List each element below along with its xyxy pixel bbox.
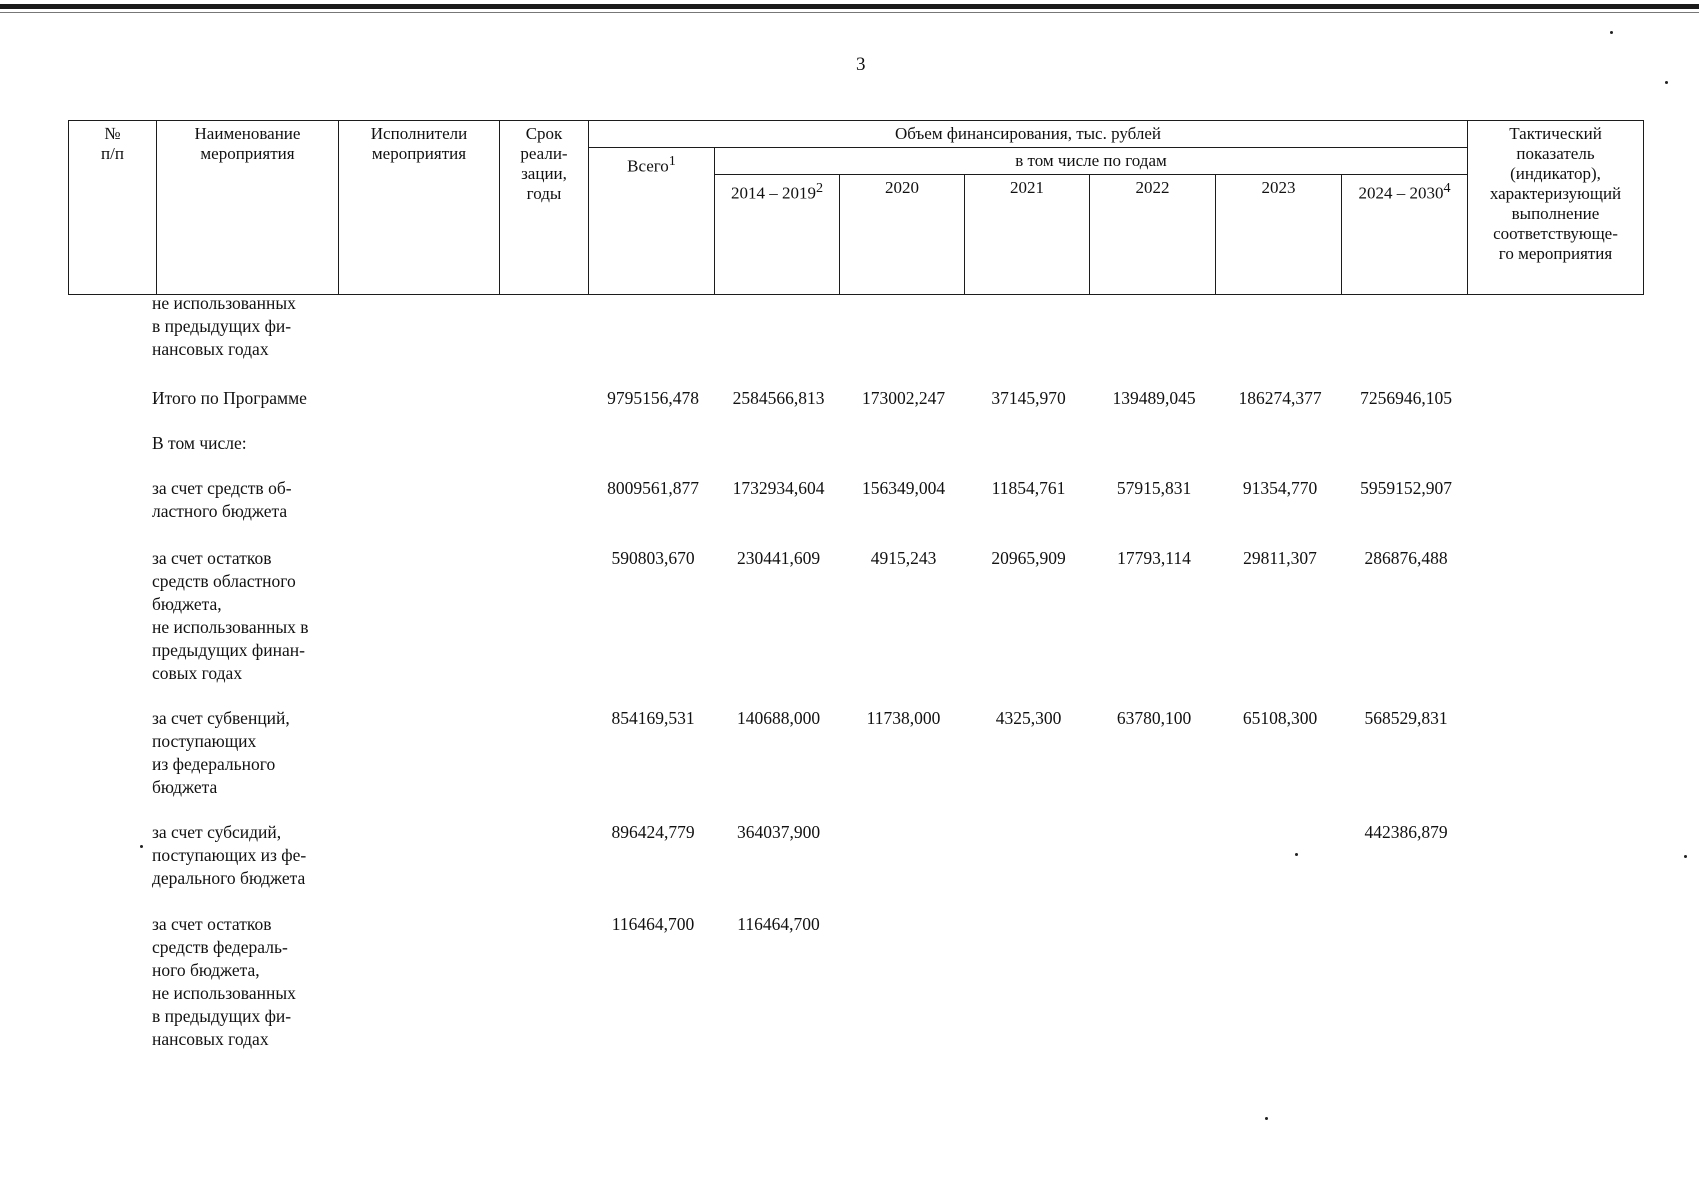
table-row bbox=[150, 547, 1469, 707]
row-name: за счет средств об- ластного бюджета bbox=[152, 478, 292, 521]
header-year: 2021 bbox=[965, 175, 1090, 295]
footnote-mark: 4 bbox=[1443, 180, 1451, 196]
cell-2022: 139489,045 bbox=[1112, 388, 1196, 408]
scan-speck bbox=[1610, 31, 1613, 34]
cell-2021: 4325,300 bbox=[995, 708, 1062, 728]
cell-2022 bbox=[1091, 432, 1217, 477]
cell-total: 8009561,877 bbox=[607, 478, 699, 498]
cell-2020: 173002,247 bbox=[861, 388, 946, 408]
cell-2020: 156349,004 bbox=[861, 478, 946, 498]
header-year: 2024 – 2030$^4$ bbox=[1342, 175, 1468, 295]
cell-2014-2019 bbox=[716, 432, 841, 477]
cell-2023: 91354,770 bbox=[1242, 478, 1318, 498]
footnote-mark: 1 bbox=[668, 153, 676, 169]
cell-2014-2019 bbox=[716, 292, 841, 387]
cell-2022 bbox=[1091, 821, 1217, 913]
cell-2020 bbox=[841, 913, 966, 1063]
table-row bbox=[150, 477, 1469, 547]
cell-2023 bbox=[1217, 821, 1343, 913]
cell-2021: 20965,909 bbox=[991, 548, 1066, 568]
header-col-name: Наименование мероприятия bbox=[157, 121, 339, 295]
header-year: 2020 bbox=[840, 175, 965, 295]
row-name: не использованных в предыдущих фи- нансовых годах bbox=[152, 293, 296, 359]
header-col-executors: Исполнители мероприятия bbox=[339, 121, 500, 295]
cell-2023: 65108,300 bbox=[1242, 708, 1318, 728]
table-row bbox=[150, 292, 1469, 387]
cell-total: 116464,700 bbox=[611, 914, 695, 934]
cell-total: 896424,779 bbox=[611, 822, 695, 842]
cell-2022: 57915,831 bbox=[1116, 478, 1192, 498]
row-name: за счет субсидий, поступающих из фе- дерального бюджета bbox=[152, 822, 307, 888]
cell-2024-2030: 286876,488 bbox=[1364, 548, 1448, 568]
table-row bbox=[150, 707, 1469, 821]
scan-speck bbox=[1665, 81, 1668, 84]
table-body bbox=[150, 292, 1469, 1063]
table-row bbox=[150, 432, 1469, 477]
cell-2014-2019: 1732934,604 bbox=[732, 478, 825, 498]
cell-2021 bbox=[966, 913, 1091, 1063]
cell-2014-2019: 230441,609 bbox=[736, 548, 821, 568]
table-row bbox=[150, 913, 1469, 1063]
cell-total bbox=[590, 292, 716, 387]
cell-2014-2019: 140688,000 bbox=[736, 708, 821, 728]
scan-speck bbox=[1684, 855, 1687, 858]
cell-2021 bbox=[966, 821, 1091, 913]
cell-2014-2019: 2584566,813 bbox=[732, 388, 825, 408]
cell-2022 bbox=[1091, 913, 1217, 1063]
cell-2020 bbox=[841, 292, 966, 387]
cell-2024-2030 bbox=[1343, 432, 1469, 477]
table-row bbox=[150, 821, 1469, 913]
cell-2024-2030 bbox=[1343, 292, 1469, 387]
scan-speck bbox=[140, 845, 143, 848]
scan-border-thin bbox=[0, 12, 1699, 13]
row-name: за счет остатков средств федераль- ного бюджета, не использованных в предыдущих фи- нансовых годах bbox=[152, 914, 296, 1049]
cell-2021: 11854,761 bbox=[991, 478, 1066, 498]
header-funding-title: Объем финансирования, тыс. рублей bbox=[589, 121, 1468, 148]
header-col-term: Срок реали- зации, годы bbox=[500, 121, 589, 295]
row-name: В том числе: bbox=[152, 433, 247, 453]
cell-2023: 186274,377 bbox=[1238, 388, 1322, 408]
header-col-total: Всего$^1$ bbox=[589, 148, 715, 295]
row-name: за счет остатков средств областного бюджета, не использованных в предыдущих финан- совых годах bbox=[152, 548, 309, 683]
table-header bbox=[68, 120, 1644, 295]
cell-2020: 11738,000 bbox=[866, 708, 941, 728]
header-year: 2023 bbox=[1216, 175, 1342, 295]
header-by-years: в том числе по годам bbox=[715, 148, 1468, 175]
cell-2014-2019: 116464,700 bbox=[737, 914, 820, 934]
cell-2022: 63780,100 bbox=[1116, 708, 1192, 728]
header-col-number: № п/п bbox=[69, 121, 157, 295]
cell-2023 bbox=[1217, 292, 1343, 387]
cell-2023 bbox=[1217, 913, 1343, 1063]
header-year: 2014 – 2019$^2$ bbox=[715, 175, 840, 295]
cell-2014-2019: 364037,900 bbox=[736, 822, 821, 842]
cell-2022 bbox=[1091, 292, 1217, 387]
cell-2023: 29811,307 bbox=[1243, 548, 1317, 568]
header-year: 2022 bbox=[1090, 175, 1216, 295]
cell-2021: 37145,970 bbox=[991, 388, 1066, 408]
cell-2021 bbox=[966, 432, 1091, 477]
cell-2021 bbox=[966, 292, 1091, 387]
footnote-mark: 2 bbox=[815, 180, 824, 196]
cell-2024-2030: 568529,831 bbox=[1364, 708, 1448, 728]
cell-total: 854169,531 bbox=[611, 708, 695, 728]
scan-speck bbox=[1265, 1117, 1268, 1120]
cell-total bbox=[590, 432, 716, 477]
cell-2023 bbox=[1217, 432, 1343, 477]
cell-2022: 17793,114 bbox=[1117, 548, 1191, 568]
cell-2024-2030: 5959152,907 bbox=[1360, 478, 1452, 498]
cell-2024-2030 bbox=[1343, 913, 1469, 1063]
cell-total: 590803,670 bbox=[611, 548, 695, 568]
cell-2024-2030: 7256946,105 bbox=[1360, 388, 1452, 408]
header-col-indicator: Тактический показатель (индикатор), характеризующий выполнение соответствующе- го мероприятия bbox=[1468, 121, 1644, 295]
cell-2020 bbox=[841, 821, 966, 913]
cell-2020: 4915,243 bbox=[870, 548, 937, 568]
row-name: за счет субвенций, поступающих из федерального бюджета bbox=[152, 708, 290, 797]
table-row bbox=[150, 387, 1469, 432]
cell-total: 9795156,478 bbox=[607, 388, 699, 408]
page-number: 3 bbox=[856, 54, 866, 75]
scan-border-top bbox=[0, 4, 1699, 9]
cell-2024-2030: 442386,879 bbox=[1364, 822, 1448, 842]
row-name: Итого по Программе bbox=[152, 388, 307, 408]
cell-2020 bbox=[841, 432, 966, 477]
